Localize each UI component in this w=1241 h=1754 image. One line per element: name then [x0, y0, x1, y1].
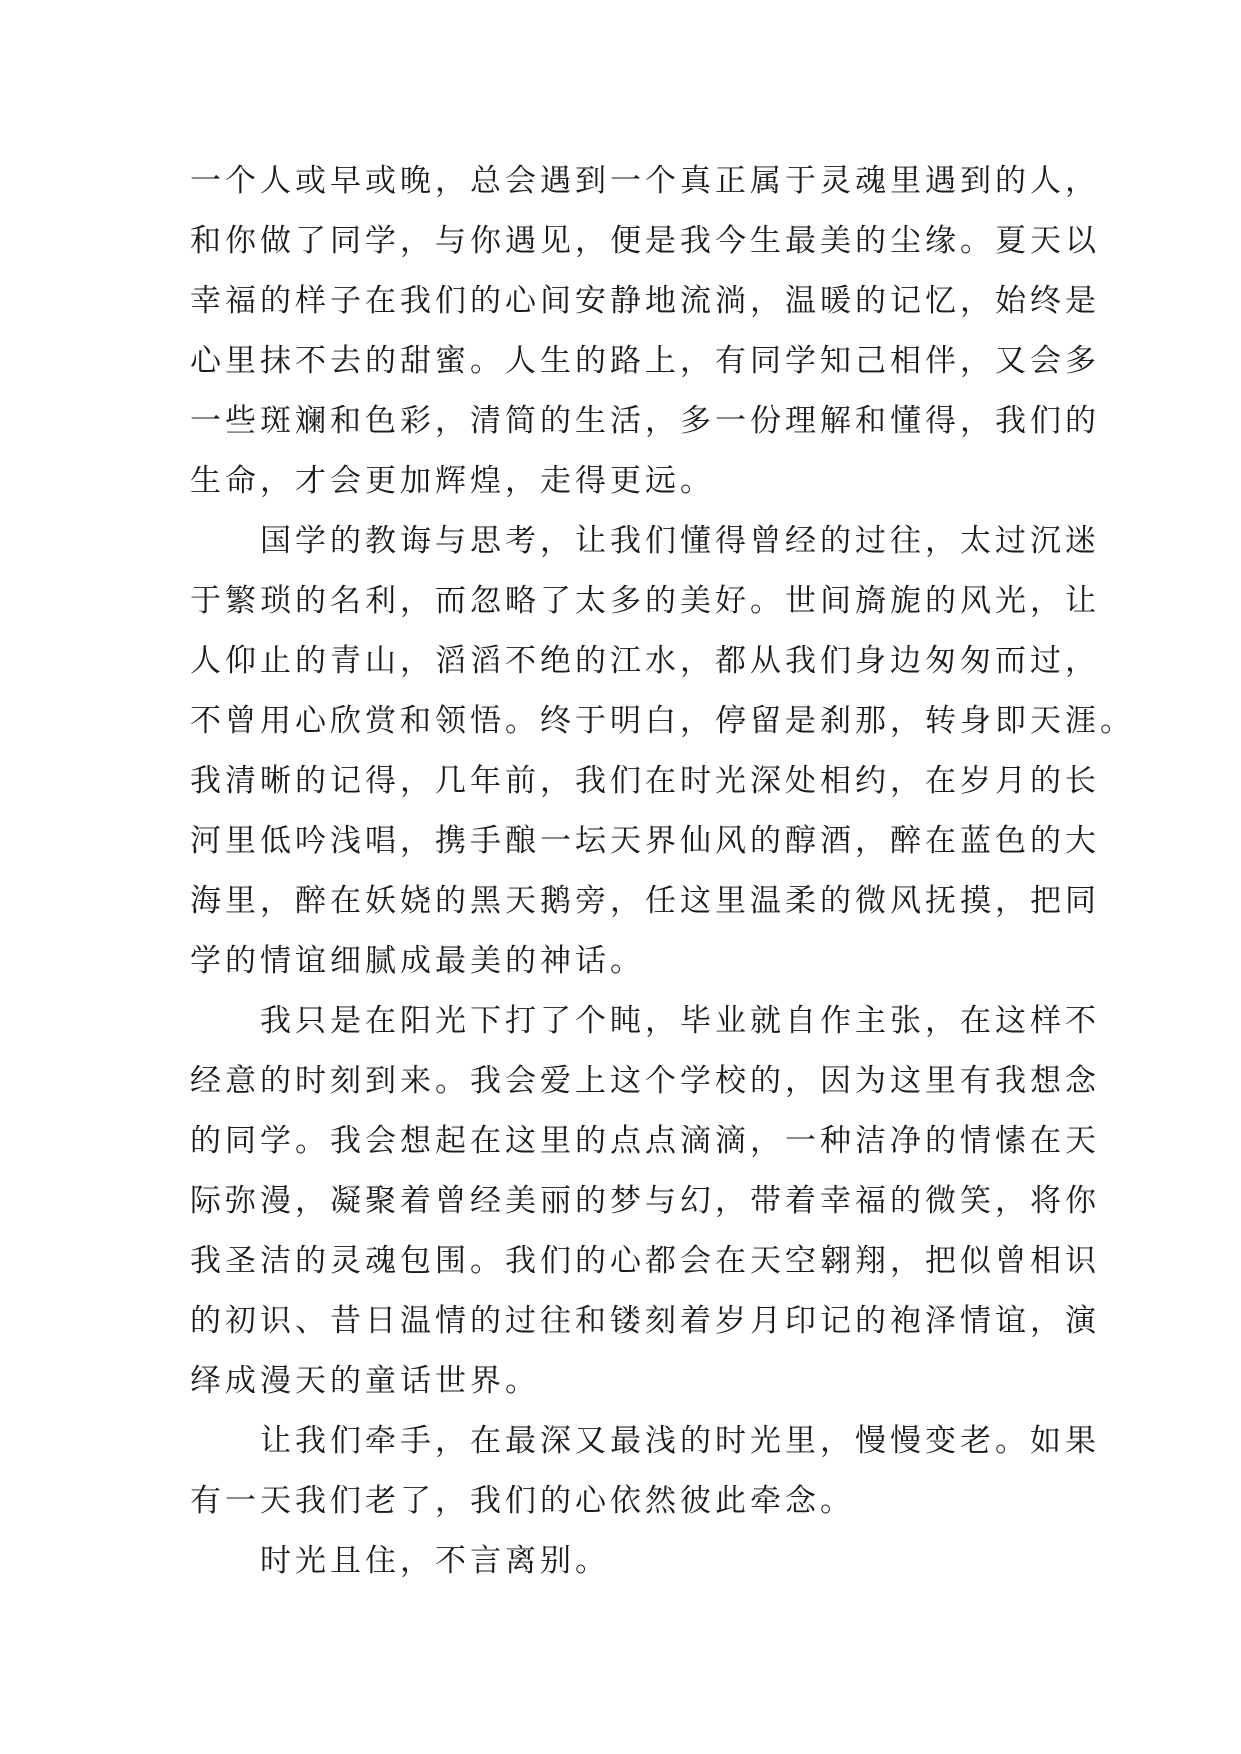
- text-line: 和你做了同学，与你遇见，便是我今生最美的尘缘。夏天以: [190, 223, 1100, 259]
- text-line: 生命，才会更加辉煌，走得更远。: [190, 463, 715, 499]
- body-text: [190, 162, 1135, 1602]
- text-line: 河里低吟浅唱，携手酿一坛天界仙风的醇酒，醉在蓝色的大: [190, 823, 1100, 859]
- text-line: 不曾用心欣赏和领悟。终于明白，停留是刹那，转身即天涯。: [190, 703, 1135, 739]
- paragraph-first-line: 时光且住，不言离别。: [260, 1543, 610, 1579]
- text-line: 一些斑斓和色彩，清简的生活，多一份理解和懂得，我们的: [190, 403, 1100, 439]
- text-line: 于繁琐的名利，而忽略了太多的美好。世间旖旎的风光，让: [190, 583, 1100, 619]
- paragraph-first-line: 让我们牵手，在最深又最浅的时光里，慢慢变老。如果: [260, 1423, 1100, 1459]
- text-line: 经意的时刻到来。我会爱上这个学校的，因为这里有我想念: [190, 1063, 1100, 1099]
- text-line: 心里抹不去的甜蜜。人生的路上，有同学知己相伴，又会多: [190, 343, 1100, 379]
- text-line: 海里，醉在妖娆的黑天鹅旁，任这里温柔的微风抚摸，把同: [190, 883, 1100, 919]
- text-line: 的初识、昔日温情的过往和镂刻着岁月印记的袍泽情谊，演: [190, 1303, 1100, 1339]
- text-line: 学的情谊细腻成最美的神话。: [190, 943, 645, 979]
- text-line: 幸福的样子在我们的心间安静地流淌，温暖的记忆，始终是: [190, 283, 1100, 319]
- text-line: 我清晰的记得，几年前，我们在时光深处相约，在岁月的长: [190, 763, 1100, 799]
- text-line: 我圣洁的灵魂包围。我们的心都会在天空翱翔，把似曾相识: [190, 1243, 1100, 1279]
- text-line: 际弥漫，凝聚着曾经美丽的梦与幻，带着幸福的微笑，将你: [190, 1183, 1100, 1219]
- paragraph-first-line: 国学的教诲与思考，让我们懂得曾经的过往，太过沉迷: [260, 523, 1100, 559]
- text-line: 的同学。我会想起在这里的点点滴滴，一种洁净的情愫在天: [190, 1123, 1100, 1159]
- text-line: 人仰止的青山，滔滔不绝的江水，都从我们身边匆匆而过，: [190, 643, 1100, 679]
- paragraph-first-line: 我只是在阳光下打了个盹，毕业就自作主张，在这样不: [260, 1003, 1100, 1039]
- text-line: 一个人或早或晚，总会遇到一个真正属于灵魂里遇到的人，: [190, 163, 1100, 199]
- text-line: 有一天我们老了，我们的心依然彼此牵念。: [190, 1483, 855, 1519]
- text-line: 绎成漫天的童话世界。: [190, 1363, 540, 1399]
